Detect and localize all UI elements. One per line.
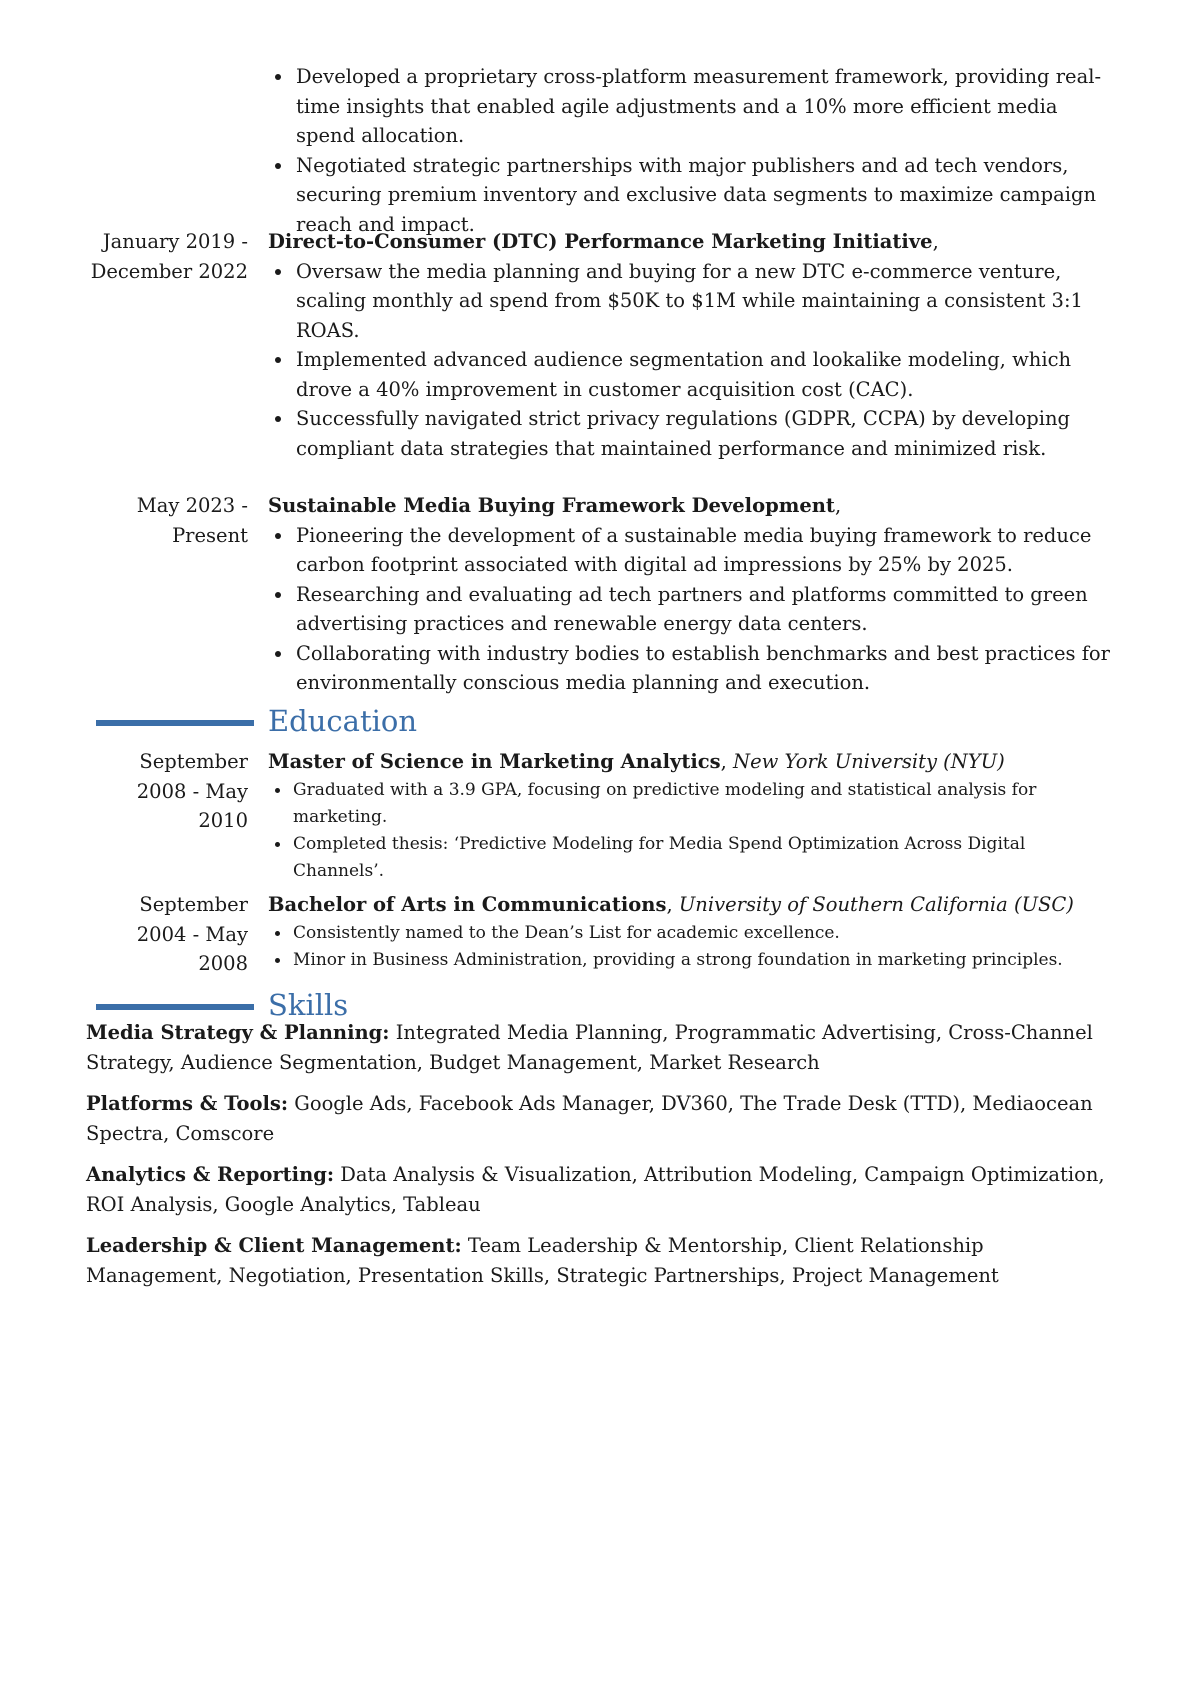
list-item: Completed thesis: ‘Predictive Modeling for Media Spend Optimization Across Digital Channels’. xyxy=(268,831,1113,885)
bullet-icon xyxy=(275,651,281,657)
list-item: Graduated with a 3.9 GPA, focusing on predictive modeling and statistical analysis for marketing. xyxy=(268,777,1113,831)
list-item: Implemented advanced audience segmentation and lookalike modeling, which drove a 40% improvement in customer acquisition cost (CAC). xyxy=(268,345,1113,404)
bullet-icon xyxy=(275,592,281,598)
list-item: Researching and evaluating ad tech partners and platforms committed to green advertising practices and renewable energy data centers. xyxy=(268,580,1113,639)
skills-list xyxy=(86,1018,1116,1302)
entry-date: January 2019 - December 2022 xyxy=(90,230,248,283)
bullet-icon xyxy=(275,269,281,275)
project-title: Sustainable Media Buying Framework Development, xyxy=(268,494,842,517)
education-section-header xyxy=(0,705,1190,741)
list-item: Developed a proprietary cross-platform measurement framework, providing real-time insights that enabled agile adjustments and a 10% more efficient media spend allocation. xyxy=(268,62,1113,151)
list-item: Consistently named to the Dean’s List for academic excellence. xyxy=(268,920,1113,947)
section-title: Skills xyxy=(268,988,349,1022)
entry-date: May 2023 - Present xyxy=(136,494,248,547)
bullet-icon xyxy=(275,842,280,847)
section-rule xyxy=(96,720,254,726)
continued-bullets xyxy=(268,62,1113,239)
list-item: Negotiated strategic partnerships with major publishers and ad tech vendors, securing premium inventory and exclusive data segments to maximize campaign reach and impact. xyxy=(268,151,1113,240)
section-title: Education xyxy=(268,704,418,738)
list-item: Oversaw the media planning and buying for a new DTC e-commerce venture, scaling monthly ad spend from $50K to $1M while maintaining a consistent 3:1 ROAS. xyxy=(268,257,1113,346)
entry-date: September 2004 - May 2008 xyxy=(136,893,248,975)
degree-title: Bachelor of Arts in Communications, University of Southern California (USC) xyxy=(268,893,1074,916)
skill-row: Analytics & Reporting: Data Analysis & Visualization, Attribution Modeling, Campaign Optimization, ROI Analysis, Google Analytics, Tableau xyxy=(86,1163,1105,1216)
project-title: Direct-to-Consumer (DTC) Performance Marketing Initiative, xyxy=(268,230,939,253)
list-item: Successfully navigated strict privacy regulations (GDPR, CCPA) by developing compliant data strategies that maintained performance and minimized risk. xyxy=(268,404,1113,463)
entry-date: September 2008 - May 2010 xyxy=(136,750,248,832)
section-rule xyxy=(96,1004,254,1010)
bullet-icon xyxy=(275,416,281,422)
skill-row: Media Strategy & Planning: Integrated Media Planning, Programmatic Advertising, Cross-Channel Strategy, Audience Segmentation, Budget Management, Market Research xyxy=(86,1021,1093,1074)
bullet-icon xyxy=(275,74,281,80)
skill-row: Platforms & Tools: Google Ads, Facebook Ads Manager, DV360, The Trade Desk (TTD), Mediaocean Spectra, Comscore xyxy=(86,1092,1093,1145)
bullet-icon xyxy=(275,357,281,363)
bullet-icon xyxy=(275,788,280,793)
bullet-icon xyxy=(275,931,280,936)
list-item: Collaborating with industry bodies to establish benchmarks and best practices for environmentally conscious media planning and execution. xyxy=(268,639,1113,698)
skill-row: Leadership & Client Management: Team Leadership & Mentorship, Client Relationship Management, Negotiation, Presentation Skills, Strategic Partnerships, Project Management xyxy=(86,1234,999,1287)
bullet-icon xyxy=(275,533,281,539)
degree-title: Master of Science in Marketing Analytics, New York University (NYU) xyxy=(268,750,1005,773)
list-item: Minor in Business Administration, providing a strong foundation in marketing principles. xyxy=(268,947,1113,974)
list-item: Pioneering the development of a sustainable media buying framework to reduce carbon footprint associated with digital ad impressions by 25% by 2025. xyxy=(268,521,1113,580)
bullet-icon xyxy=(275,958,280,963)
bullet-icon xyxy=(275,163,281,169)
